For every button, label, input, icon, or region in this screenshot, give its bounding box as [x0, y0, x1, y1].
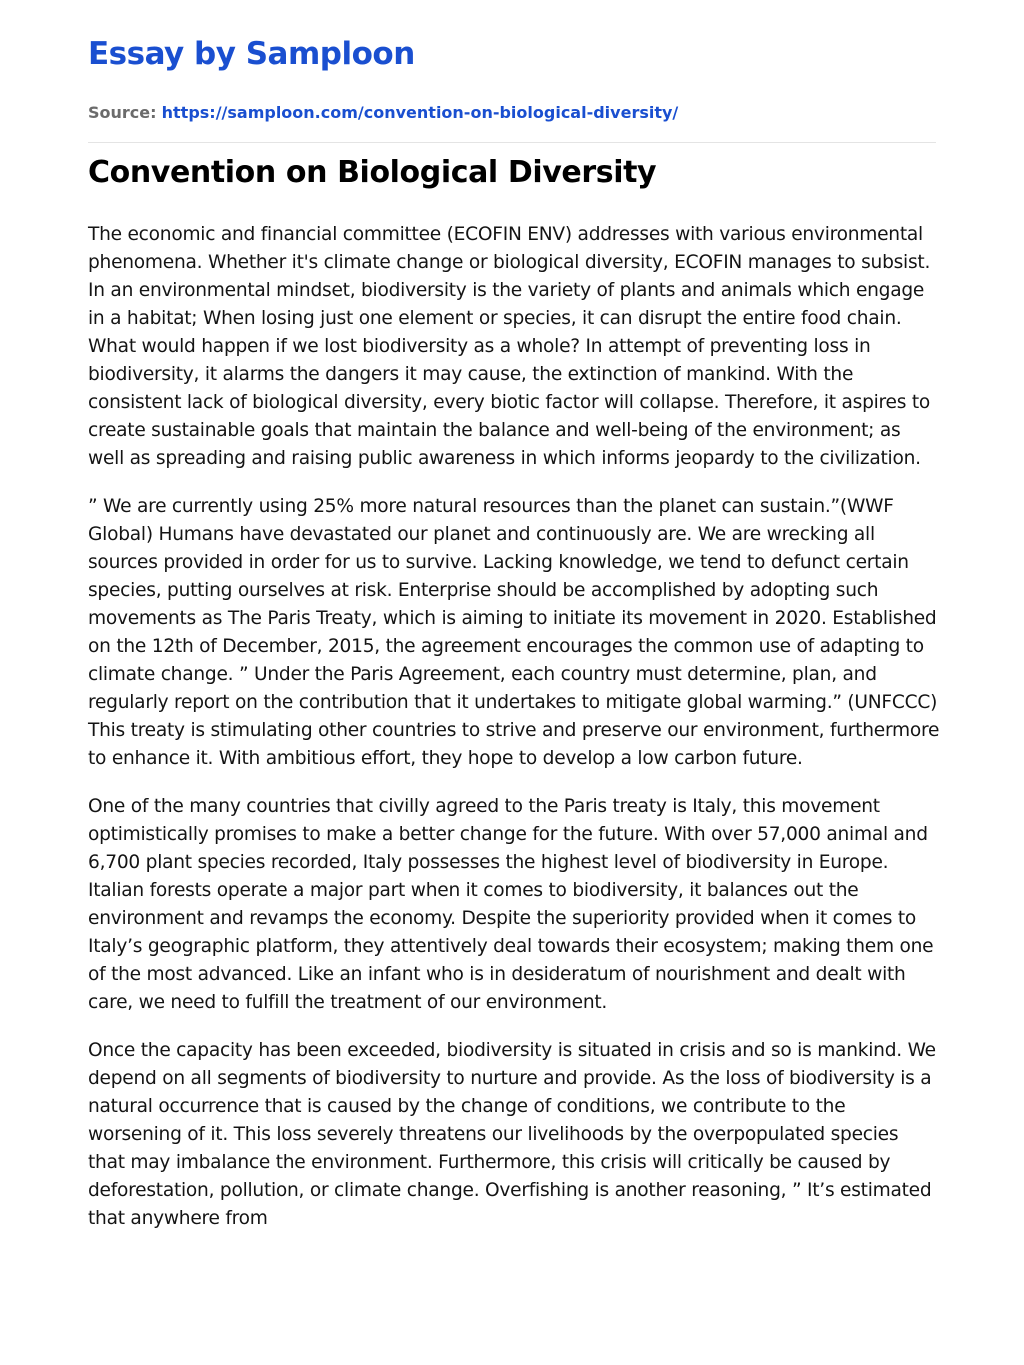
source-link[interactable]: https://samploon.com/convention-on-biological-diversity/ [161, 103, 679, 122]
essay-paragraph: ” We are currently using 25% more natural resources than the planet can sustain.”(WWF Global) Humans have devastated our planet and continuously are. We are wrecking all sources provided in order for us to survive. Lacking knowledge, we tend to defunct certain species, putting ourselves at risk. Enterprise should be accomplished by adopting such movements as The Paris Treaty, which is aiming to initiate its movement in 2020. Established on the 12th of December, 2015, the agreement encourages the common use of adapting to climate change. ” Under the Paris Agreement, each country must determine, plan, and regularly report on the contribution that it undertakes to mitigate global warming.” (UNFCCC) This treaty is stimulating other countries to strive and preserve our environment, furthermore to enhance it. With ambitious effort, they hope to develop a low carbon future. [88, 496, 940, 769]
site-brand[interactable]: Essay by Samploon [88, 36, 415, 72]
essay-paragraph: Once the capacity has been exceeded, biodiversity is situated in crisis and so is mankind. We depend on all segments of biodiversity to nurture and provide. As the loss of biodiversity is a natural occurrence that is caused by the change of conditions, we contribute to the worsening of it. This loss severely threatens our livelihoods by the overpopulated species that may imbalance the environment. Furthermore, this crisis will critically be caused by deforestation, pollution, or climate change. Overfishing is another reasoning, ” It’s estimated that anywhere from [88, 1040, 936, 1229]
essay-body [88, 221, 940, 1253]
essay-title: Convention on Biological Diversity [88, 155, 657, 190]
essay-paragraph: One of the many countries that civilly agreed to the Paris treaty is Italy, this movement optimistically promises to make a better change for the future. With over 57,000 animal and 6,700 plant species recorded, Italy possesses the highest level of biodiversity in Europe. Italian forests operate a major part when it comes to biodiversity, it balances out the environment and revamps the economy. Despite the superiority provided when it comes to Italy’s geographic platform, they attentively deal towards their ecosystem; making them one of the most advanced. Like an infant who is in desideratum of nourishment and dealt with care, we need to fulfill the treatment of our environment. [88, 796, 934, 1013]
source-label: Source: [88, 103, 157, 122]
essay-paragraph: The economic and financial committee (ECOFIN ENV) addresses with various environmental phenomena. Whether it's climate change or biological diversity, ECOFIN manages to subsist. In an environmental mindset, biodiversity is the variety of plants and animals which engage in a habitat; When losing just one element or species, it can disrupt the entire food chain. What would happen if we lost biodiversity as a whole? In attempt of preventing loss in biodiversity, it alarms the dangers it may cause, the extinction of mankind. With the consistent lack of biological diversity, every biotic factor will collapse. Therefore, it aspires to create sustainable goals that maintain the balance and well-being of the environment; as well as spreading and raising public awareness in which informs jeopardy to the civilization. [88, 224, 931, 469]
header-divider [88, 142, 936, 143]
source-line [88, 103, 678, 122]
